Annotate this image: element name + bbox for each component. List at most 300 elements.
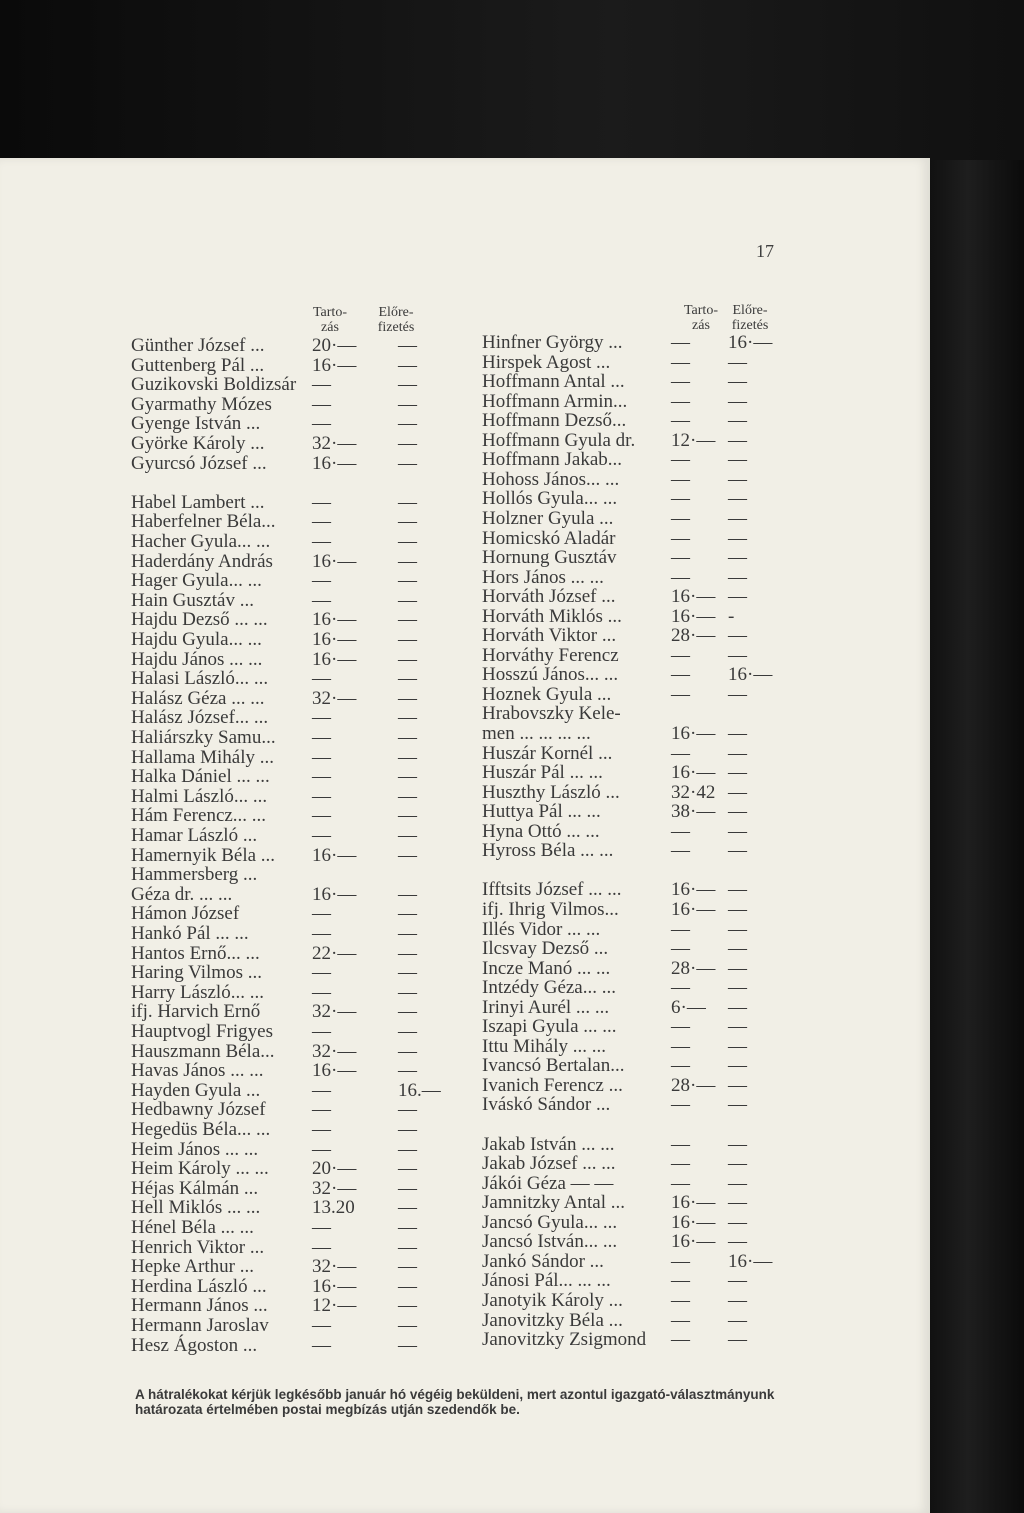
tartozas-value: — [312, 766, 331, 788]
member-name: Irinyi Aurél ... ... [482, 996, 610, 1018]
elofizetes-value: — [398, 687, 417, 709]
member-name: Hauptvogl Frigyes [131, 1021, 273, 1042]
member-name: Jánosi Pál... ... ... [482, 1270, 611, 1292]
elofizetes-value: — [398, 648, 417, 670]
member-name: Horváth Miklós ... [482, 605, 622, 627]
tartozas-value: 16·— [312, 629, 357, 650]
member-name: Jakab József ... ... [482, 1153, 616, 1175]
tartozas-value: — [671, 527, 690, 549]
member-name: Harry László... ... [131, 981, 264, 1003]
tartozas-value: — [312, 707, 331, 729]
tartozas-value: — [671, 1329, 690, 1351]
elofizetes-value: — [398, 511, 417, 533]
member-name: Hirspek Agost ... [482, 351, 611, 373]
table-row [0, 1076, 930, 1096]
tartozas-value: — [312, 668, 331, 690]
member-name: Hohoss János... ... [482, 468, 620, 490]
member-name: Jákói Géza — — [482, 1172, 614, 1194]
elofizetes-value: — [728, 840, 747, 862]
tartozas-value: 16·— [671, 723, 716, 744]
tartozas-value: — [312, 785, 331, 807]
tartozas-value: — [312, 1119, 331, 1140]
elofizetes-value: — [398, 491, 417, 513]
table-row [0, 1017, 930, 1037]
member-name: Heim János ... ... [131, 1138, 259, 1160]
member-name: Hepke Arthur ... [131, 1256, 254, 1278]
table-row [0, 998, 930, 1018]
member-name: Horváth József ... [482, 586, 616, 608]
tartozas-value: — [312, 393, 331, 415]
member-name: Ivanich Ferencz ... [482, 1074, 623, 1096]
member-name: Havas János ... ... [131, 1060, 264, 1082]
elofizetes-value: — [398, 629, 417, 650]
table-row [0, 411, 930, 431]
tartozas-value: 16·— [312, 1275, 357, 1297]
member-name: Huszthy László ... [482, 781, 620, 803]
header-tartozas-left [300, 305, 360, 335]
tartozas-value: — [671, 1309, 690, 1331]
tartozas-value: 32·42 [671, 781, 716, 803]
header-line: zás [321, 320, 339, 335]
elofizetes-value: — [728, 1270, 747, 1292]
table-row [0, 1174, 930, 1194]
member-name: Hermann János ... [131, 1295, 268, 1317]
member-name: Hain Gusztáv ... [131, 589, 254, 611]
elofizetes-value: — [728, 723, 747, 744]
elofizetes-value: — [398, 1001, 417, 1023]
elofizetes-value: — [728, 1016, 747, 1038]
tartozas-value: — [671, 547, 690, 569]
elofizetes-value: — [398, 766, 417, 788]
member-name: Jamnitzky Antal ... [482, 1192, 626, 1214]
page-number: 17 [756, 241, 774, 261]
tartozas-value: — [312, 531, 331, 552]
member-name: Hoffmann Dezső... [482, 410, 627, 432]
tartozas-value: — [312, 1236, 331, 1258]
tartozas-value: — [671, 742, 690, 764]
elofizetes-value: — [398, 746, 417, 768]
elofizetes-value: — [728, 1133, 747, 1155]
elofizetes-value: — [728, 820, 747, 842]
member-name: Hyross Béla ... ... [482, 840, 614, 862]
table-row [0, 431, 930, 451]
tartozas-value: 12·— [312, 1295, 357, 1317]
member-name: Horváth Viktor ... [482, 625, 617, 647]
member-name: Ilcsvay Dezső ... [482, 938, 609, 960]
tartozas-value: — [312, 1138, 331, 1160]
tartozas-value: — [671, 644, 690, 666]
elofizetes-value: — [398, 903, 417, 925]
tartozas-value: — [671, 351, 690, 373]
tartozas-value: — [671, 820, 690, 842]
member-name: Jancsó István... ... [482, 1231, 618, 1253]
table-row [0, 529, 930, 549]
elofizetes-value: — [728, 1309, 747, 1331]
elofizetes-value: — [728, 938, 747, 960]
tartozas-value: — [671, 371, 690, 393]
table-row [0, 548, 930, 568]
member-name: Janotyik Károly ... [482, 1289, 623, 1311]
member-name: Huszár Pál ... ... [482, 762, 603, 784]
member-name: Jakab István ... ... [482, 1133, 615, 1155]
header-elofizetes-right [720, 303, 780, 333]
member-name: Hallama Mihály ... [131, 746, 274, 768]
table-row [0, 353, 930, 373]
tartozas-value: — [671, 683, 690, 705]
tartozas-value: — [312, 962, 331, 984]
tartozas-value: — [312, 1021, 331, 1042]
elofizetes-value: — [728, 1289, 747, 1311]
member-name: Hantos Ernő... ... [131, 942, 260, 964]
elofizetes-value: 16.— [398, 1079, 441, 1101]
elofizetes-value: — [728, 762, 747, 784]
member-name: Halka Dániel ... ... [131, 766, 270, 788]
elofizetes-value: — [728, 371, 747, 393]
member-name: Hornung Gusztáv [482, 547, 617, 569]
tartozas-value: — [671, 390, 690, 412]
member-name: Guttenberg Pál ... [131, 354, 265, 376]
background-top-band [0, 0, 1024, 178]
table-row [0, 1252, 930, 1272]
elofizetes-value: — [398, 1197, 417, 1219]
elofizetes-value: — [398, 1158, 417, 1180]
tartozas-value: 16·— [312, 609, 357, 631]
tartozas-value: — [671, 1250, 690, 1272]
elofizetes-value: — [398, 1256, 417, 1278]
member-name: Hosszú János... ... [482, 664, 619, 686]
table-row [0, 959, 930, 979]
member-name: Homicskó Aladár [482, 527, 616, 549]
member-name: Halasi László... ... [131, 668, 269, 690]
tartozas-value: — [312, 1217, 331, 1238]
table-row [0, 920, 930, 940]
table-row [0, 587, 930, 607]
tartozas-value: — [312, 374, 331, 396]
elofizetes-value: — [728, 1172, 747, 1194]
member-name: Gyenge István ... [131, 413, 261, 435]
elofizetes-value: — [398, 393, 417, 415]
table-row [0, 1232, 930, 1252]
member-name: Hamernyik Béla ... [131, 844, 276, 866]
tartozas-value: — [312, 589, 331, 611]
header-line: fizetés [731, 318, 769, 333]
table-row [0, 1037, 930, 1057]
elofizetes-value: — [728, 527, 747, 549]
member-name: Hoffmann Jakab... [482, 449, 623, 471]
elofizetes-value: — [728, 977, 747, 999]
header-line: Tarto- [683, 303, 718, 318]
tartozas-value: — [671, 449, 690, 471]
tartozas-value: 16·— [671, 1192, 716, 1214]
tartozas-value: — [671, 1172, 690, 1194]
elofizetes-value: — [728, 1035, 747, 1057]
table-row [0, 861, 930, 881]
elofizetes-value: — [728, 351, 747, 373]
tartozas-value: — [671, 1153, 690, 1175]
elofizetes-value: — [398, 668, 417, 690]
member-name: Hermann Jaroslav [131, 1315, 269, 1336]
elofizetes-value: — [728, 742, 747, 764]
member-name: Hénel Béla ... ... [131, 1217, 254, 1238]
member-name: Hinfner György ... [482, 332, 623, 353]
tartozas-value: — [671, 1289, 690, 1311]
page-edge-shadow [930, 160, 1024, 1513]
elofizetes-value: — [728, 781, 747, 803]
elofizetes-value: — [728, 1192, 747, 1214]
tartozas-value: 32·— [312, 687, 357, 709]
elofizetes-value: 16·— [728, 332, 773, 353]
elofizetes-value: — [398, 1275, 417, 1297]
elofizetes-value: — [398, 844, 417, 866]
tartozas-value: 20·— [312, 335, 357, 356]
elofizetes-value: — [728, 410, 747, 432]
member-name: Hager Gyula... ... [131, 570, 262, 592]
header-line: Tarto- [312, 305, 347, 320]
tartozas-value: — [312, 1099, 331, 1121]
elofizetes-value: — [398, 1099, 417, 1121]
table-row [0, 1213, 930, 1233]
member-name: Hell Miklós ... ... [131, 1197, 261, 1219]
table-row [0, 568, 930, 588]
table-row [0, 646, 930, 666]
member-name: Hamar László ... [131, 825, 258, 846]
member-name: Ifftsits József ... ... [482, 879, 622, 901]
tartozas-value: 16·— [671, 762, 716, 784]
elofizetes-value: — [728, 488, 747, 510]
table-row [0, 626, 930, 646]
tartozas-value: — [671, 1270, 690, 1292]
tartozas-value: 16·— [671, 586, 716, 608]
elofizetes-value: — [398, 531, 417, 552]
table-row [0, 744, 930, 764]
tartozas-value: — [671, 488, 690, 510]
table-row [0, 783, 930, 803]
table-row [0, 1154, 930, 1174]
table-row [0, 704, 930, 724]
elofizetes-value: — [398, 923, 417, 944]
elofizetes-value: — [398, 1021, 417, 1042]
tartozas-value: 32·— [312, 1256, 357, 1278]
elofizetes-value: — [728, 996, 747, 1018]
tartozas-value: — [312, 1079, 331, 1101]
member-name: Illés Vidor ... ... [482, 918, 601, 940]
tartozas-value: — [312, 511, 331, 533]
tartozas-value: — [312, 746, 331, 768]
member-name: Herdina László ... [131, 1275, 267, 1297]
elofizetes-value: — [728, 468, 747, 490]
member-name: Jancsó Gyula... ... [482, 1211, 618, 1233]
table-row [0, 841, 930, 861]
tartozas-value: — [671, 664, 690, 686]
table-row [0, 1291, 930, 1311]
elofizetes-value: — [398, 1040, 417, 1062]
table-row [0, 763, 930, 783]
tartozas-value: — [312, 727, 331, 748]
header-elofizetes-left [366, 305, 426, 335]
tartozas-value: — [312, 413, 331, 435]
member-name: Hammersberg ... [131, 864, 258, 886]
header-line: fizetés [377, 320, 415, 335]
elofizetes-value: - [728, 605, 735, 627]
member-name: Géza dr. ... ... [131, 883, 233, 905]
elofizetes-value: — [728, 566, 747, 588]
elofizetes-value: — [398, 413, 417, 435]
member-name: Hajdu Gyula... ... [131, 629, 262, 650]
member-name: Györke Károly ... [131, 433, 265, 454]
tartozas-value: 6·— [671, 996, 706, 1018]
member-name: Hoznek Gyula ... [482, 683, 612, 705]
tartozas-value: — [671, 977, 690, 999]
tartozas-value: — [671, 1016, 690, 1038]
elofizetes-value: — [398, 609, 417, 631]
elofizetes-value: — [398, 1334, 417, 1356]
tartozas-value: 16·— [312, 844, 357, 866]
tartozas-value: 16·— [671, 879, 716, 901]
tartozas-value: 16·— [312, 452, 357, 474]
member-name: Henrich Viktor ... [131, 1236, 265, 1258]
header-line: Előre- [732, 303, 768, 318]
elofizetes-value: — [398, 727, 417, 748]
elofizetes-value: — [398, 981, 417, 1003]
tartozas-value: — [671, 1035, 690, 1057]
elofizetes-value: — [398, 1217, 417, 1238]
elofizetes-value: — [398, 1119, 417, 1140]
tartozas-value: 16·— [312, 550, 357, 572]
tartozas-value: — [312, 903, 331, 925]
member-name: Intzédy Géza... ... [482, 977, 616, 999]
elofizetes-value: — [728, 918, 747, 940]
tartozas-value: — [312, 923, 331, 944]
tartozas-value: — [671, 332, 690, 353]
tartozas-value: — [312, 981, 331, 1003]
member-name: ifj. Harvich Ernő [131, 1001, 261, 1023]
member-name: Günther József ... [131, 335, 265, 356]
tartozas-value: 16·— [671, 605, 716, 627]
table-row [0, 880, 930, 900]
member-name: Janovitzky Béla ... [482, 1309, 623, 1331]
elofizetes-value: — [398, 374, 417, 396]
table-row [0, 1115, 930, 1135]
table-row [0, 900, 930, 920]
table-row [0, 450, 930, 470]
tartozas-value: 13.20 [312, 1197, 355, 1219]
table-row [0, 372, 930, 392]
member-name: Halmi László... ... [131, 785, 268, 807]
elofizetes-value: — [398, 1177, 417, 1199]
tartozas-value: — [671, 1055, 690, 1077]
member-name: Hacher Gyula... ... [131, 531, 271, 552]
elofizetes-value: — [728, 683, 747, 705]
elofizetes-value: — [728, 1055, 747, 1077]
member-name: Incze Manó ... ... [482, 957, 611, 979]
tartozas-value: — [671, 918, 690, 940]
member-name: Hesz Ágoston ... [131, 1334, 258, 1356]
table-row [0, 939, 930, 959]
tartozas-value: 16·— [312, 354, 357, 376]
table-row [0, 392, 930, 412]
table-row [0, 724, 930, 744]
table-row [0, 607, 930, 627]
elofizetes-value: — [398, 1060, 417, 1082]
member-name: Hoffmann Gyula dr. [482, 429, 636, 451]
member-name: Guzikovski Boldizsár [131, 374, 297, 396]
elofizetes-value: — [398, 1236, 417, 1258]
elofizetes-value: — [398, 452, 417, 474]
member-name: Gyarmathy Mózes [131, 393, 272, 415]
elofizetes-value: — [728, 879, 747, 901]
table-row [0, 1311, 930, 1331]
table-row [0, 665, 930, 685]
elofizetes-value: — [728, 449, 747, 471]
tartozas-value: 28·— [671, 625, 716, 647]
member-name: Hajdu Dezső ... ... [131, 609, 268, 631]
tartozas-value: — [671, 938, 690, 960]
tartozas-value: — [312, 1315, 331, 1336]
elofizetes-value: 16·— [728, 664, 773, 686]
member-name: Iváskó Sándor ... [482, 1094, 611, 1116]
elofizetes-value: — [398, 1138, 417, 1160]
member-name: Gyurcsó József ... [131, 452, 267, 474]
member-name: Hedbawny József [131, 1099, 266, 1121]
elofizetes-value: — [398, 942, 417, 964]
elofizetes-value: — [728, 801, 747, 823]
tartozas-value: 16·— [671, 1231, 716, 1253]
member-name: Hrabovszky Kele- [482, 703, 621, 725]
member-name: Hankó Pál ... ... [131, 923, 249, 944]
elofizetes-value: — [728, 625, 747, 647]
tartozas-value: 28·— [671, 1074, 716, 1096]
elofizetes-value: — [398, 354, 417, 376]
member-name: Ittu Mihály ... ... [482, 1035, 607, 1057]
tartozas-value: 32·— [312, 1177, 357, 1199]
member-name: Horváthy Ferencz [482, 644, 619, 666]
tartozas-value: — [312, 1334, 331, 1356]
footer-note: A hátralékokat kérjük legkésőbb január hó végéig beküldeni, mert azontul igazgató-választmányunk határozata értelmében postai megbízás utján szedendők be. [135, 1387, 775, 1417]
member-name: men ... ... ... ... [482, 723, 591, 744]
tartozas-value: 38·— [671, 801, 716, 823]
member-name: Ivancsó Bertalan... [482, 1055, 625, 1077]
member-name: Janovitzky Zsigmond [482, 1329, 647, 1351]
tartozas-value: — [671, 507, 690, 529]
header-line: Előre- [378, 305, 414, 320]
member-name: Hajdu János ... ... [131, 648, 263, 670]
elofizetes-value: — [728, 390, 747, 412]
elofizetes-value: — [728, 1211, 747, 1233]
tartozas-value: — [671, 1094, 690, 1116]
tartozas-value: 12·— [671, 429, 716, 451]
member-name: Haberfelner Béla... [131, 511, 276, 533]
elofizetes-value: — [398, 805, 417, 827]
member-name: Hauszmann Béla... [131, 1040, 275, 1062]
member-name: Hayden Gyula ... [131, 1079, 261, 1101]
table-row [0, 978, 930, 998]
table-row [0, 489, 930, 509]
elofizetes-value: — [398, 825, 417, 846]
tartozas-value: — [312, 825, 331, 846]
tartozas-value: 16·— [671, 898, 716, 920]
member-name: Haderdány András [131, 550, 273, 572]
tartozas-value: — [671, 468, 690, 490]
tartozas-value: 16·— [671, 1211, 716, 1233]
table-row [0, 509, 930, 529]
member-name: Huttya Pál ... ... [482, 801, 601, 823]
elofizetes-value: — [728, 957, 747, 979]
member-name: Hám Ferencz... ... [131, 805, 267, 827]
tartozas-value: — [671, 566, 690, 588]
member-name: Haliárszky Samu... [131, 727, 276, 748]
elofizetes-value: — [728, 644, 747, 666]
member-name: Hoffmann Antal ... [482, 371, 625, 393]
